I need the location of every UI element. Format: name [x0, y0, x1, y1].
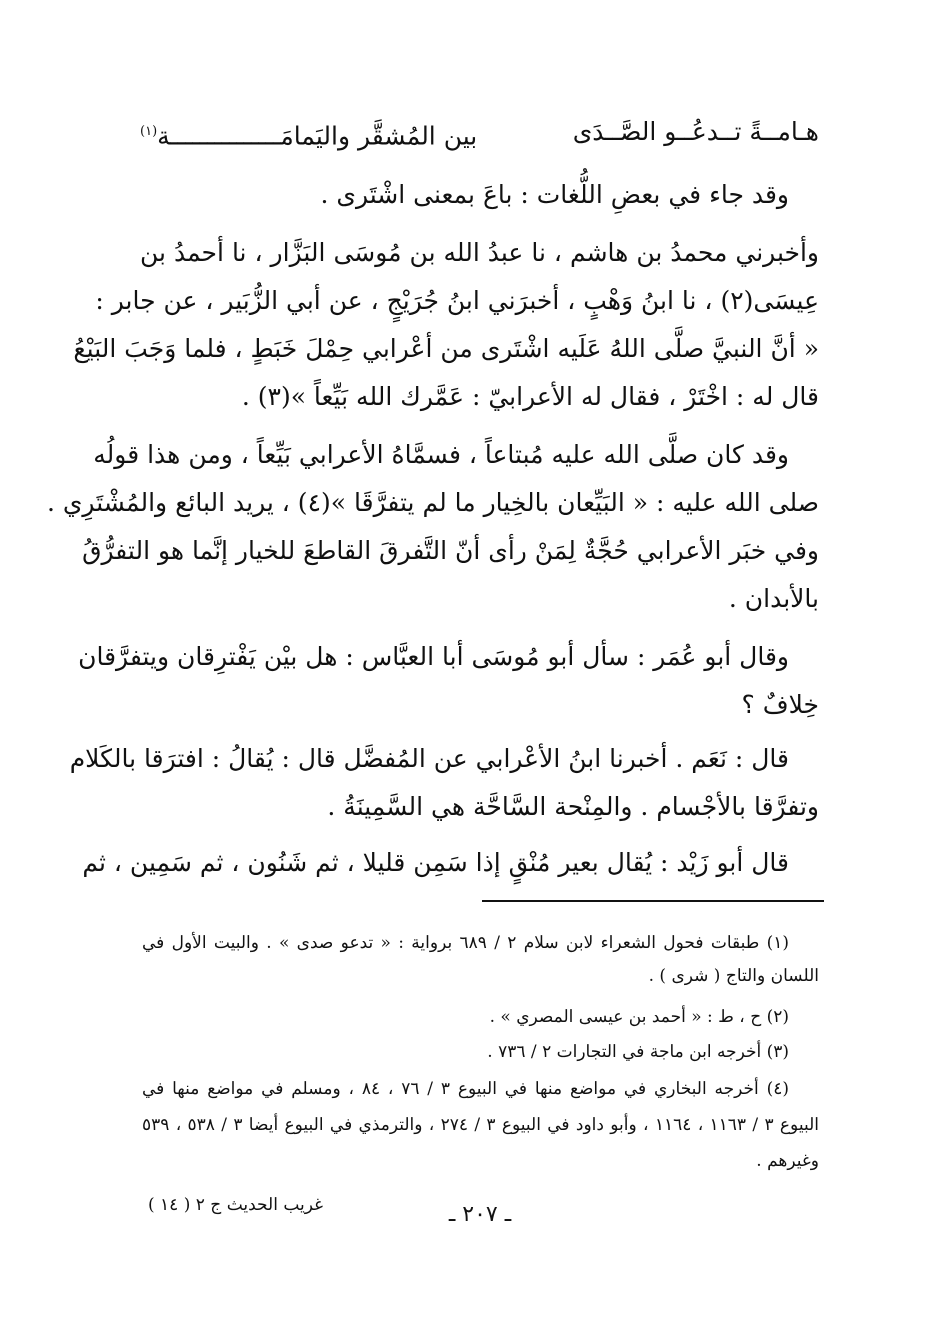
footnote-1-line-2: اللسان والتاج ( شرى ) . [648, 966, 819, 986]
body-line-5: قال له : اخْتَرْ ، فقال له الأعرابيّ : عَمَّرك الله بَيِّعاً »(٣) . [241, 382, 819, 411]
footnote-4-line-2: البيوع ٣ / ١١٦٣ ، ١١٦٤ ، وأبو داود في البيوع ٣ / ٢٧٤ ، والترمذي في البيوع أيضا ٣ / ٥٣٨ ، ٥٣٩ [142, 1115, 819, 1135]
body-line-6: وقد كان صلَّى الله عليه مُبتاعاً ، فسمَّاهُ الأعرابي بَيِّعاً ، ومن هذا قولُه [93, 440, 789, 469]
footnote-2: (٢) ح ، ط : « أحمد بن عيسى المصري » . [489, 1007, 789, 1027]
footnote-1-line-1: (١) طبقات فحول الشعراء لابن سلام ٢ / ٦٨٩ برواية : « تدعو صدى » . والبيت الأول في [142, 933, 789, 953]
body-line-1: وقد جاء في بعضِ اللُّغات : باعَ بمعنى اشْتَرى . [320, 180, 789, 209]
verse-hemistich-left [140, 115, 477, 153]
body-line-10: وقال أبو عُمَر : سأل أبو مُوسَى أبا العبَّاس : هل بيْن يَفْترِقان ويتفرَّقان [78, 642, 789, 671]
body-line-4: « أنَّ النبيَّ صلَّى اللهُ عَلَيه اشْتَرى من أعْرابي حِمْلَ خَبَطٍ ، فلما وَجَبَ البَيْعُ [73, 334, 819, 363]
body-line-9: بالأبدان . [728, 584, 819, 613]
body-line-2: وأخبرني محمدُ بن هاشم ، نا عبدُ الله بن مُوسَى البَزَّار ، نا أحمدُ بن [140, 238, 819, 267]
footnote-4-line-3: وغيرهم . [756, 1151, 819, 1171]
body-line-14: قال أبو زَيْد : يُقال بعير مُنْقٍ إذا سَمِن قليلا ، ثم شَنُون ، ثم سَمِين ، ثم [82, 848, 789, 877]
book-title-footer: غريب الحديث ج ٢ ( ١٤ ) [148, 1195, 324, 1215]
body-line-7: صلى الله عليه : « البَيِّعان بالخِيار ما لم يتفرَّقَا »(٤) ، يريد البائع والمُشْتَرِي . [46, 488, 819, 517]
body-line-11: خِلافٌ ؟ [741, 690, 819, 719]
page-number: ـ ٢٠٧ ـ [448, 1202, 512, 1227]
footnote-separator [482, 900, 824, 902]
verse-hemistich-right [573, 115, 819, 149]
body-line-12: قال : نَعَم . أخبرنا ابنُ الأعْرابي عن المُفضَّل قال : يُقالُ : افترَقا بالكَلام [69, 744, 789, 773]
body-line-13: وتفرَّقا بالأجْسام . والمِنْحة السَّاحَّة هي السَّمِينَةُ . [327, 792, 819, 821]
body-line-8: وفي خبَر الأعرابي حُجَّةٌ لِمَنْ رأى أنّ التَّفرقَ القاطعَ للخيار إنَّما هو التفرُّقُ [82, 536, 819, 565]
verse-hemistich-right-text: هـامــةً تــدعُــو الصَّــدَى [572, 117, 819, 146]
footnote-4-line-1: (٤) أخرجه البخاري في مواضع منها في البيوع ٣ / ٧٦ ، ٨٤ ، ومسلم في مواضع منها في [142, 1079, 789, 1099]
verse-note-mark: (١) [140, 124, 158, 139]
body-line-3: عِيسَى(٢) ، نا ابنُ وَهْبٍ ، أخبرَني ابنُ جُرَيْجٍ ، عن أبي الزُّبَير ، عن جابر : [95, 286, 819, 315]
verse-hemistich-left-text: بين المُشقَّر واليَمامَـــــــــــــــة [157, 121, 478, 151]
footnote-3: (٣) أخرجه ابن ماجة في التجارات ٢ / ٧٣٦ . [487, 1042, 789, 1062]
